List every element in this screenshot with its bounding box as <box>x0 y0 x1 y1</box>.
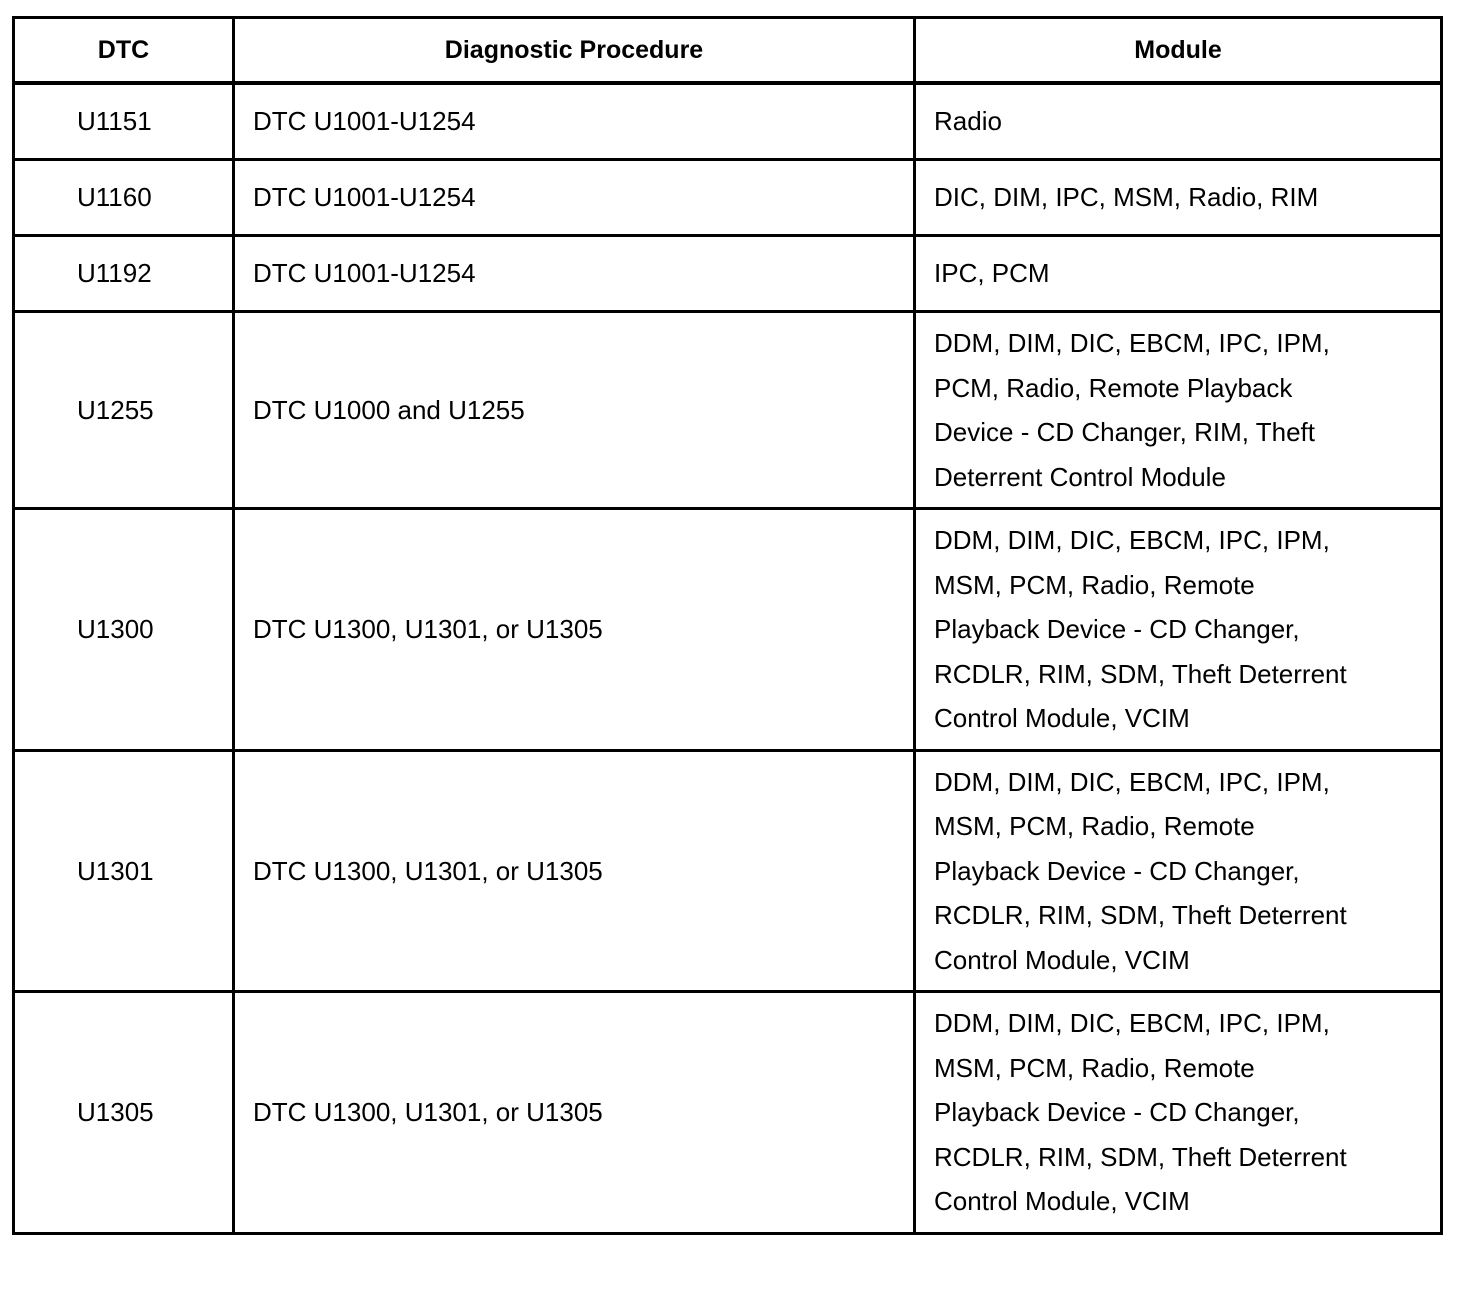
module-line: DDM, DIM, DIC, EBCM, IPC, IPM, <box>934 328 1330 358</box>
module-line: DDM, DIM, DIC, EBCM, IPC, IPM, <box>934 1008 1330 1038</box>
table-row <box>14 750 1442 992</box>
table-row <box>14 236 1442 312</box>
module-line: Playback Device - CD Changer, <box>934 614 1300 644</box>
procedure-cell: DTC U1300, U1301, or U1305 <box>234 509 915 751</box>
module-line: Device - CD Changer, RIM, Theft <box>934 417 1315 447</box>
dtc-code-cell: U1255 <box>14 312 234 509</box>
module-line: DDM, DIM, DIC, EBCM, IPC, IPM, <box>934 525 1330 555</box>
module-cell <box>915 992 1442 1234</box>
header-diagnostic-procedure: Diagnostic Procedure <box>234 18 915 84</box>
header-module: Module <box>915 18 1442 84</box>
module-line: MSM, PCM, Radio, Remote <box>934 569 1255 600</box>
module-cell <box>915 236 1442 312</box>
module-line: Control Module, VCIM <box>934 703 1190 733</box>
dtc-code-cell: U1300 <box>14 509 234 751</box>
procedure-cell: DTC U1001-U1254 <box>234 83 915 160</box>
module-line: Playback Device - CD Changer, <box>934 1097 1300 1127</box>
module-line: RCDLR, RIM, SDM, Theft Deterrent <box>934 1141 1347 1172</box>
dtc-code-cell: U1151 <box>14 83 234 160</box>
module-cell <box>915 509 1442 751</box>
module-cell <box>915 160 1442 236</box>
module-line: RCDLR, RIM, SDM, Theft Deterrent <box>934 658 1347 689</box>
table-row <box>14 312 1442 509</box>
module-cell <box>915 750 1442 992</box>
module-line: Deterrent Control Module <box>934 461 1226 492</box>
module-line: Control Module, VCIM <box>934 1186 1190 1216</box>
header-dtc: DTC <box>14 18 234 84</box>
dtc-code-cell: U1192 <box>14 236 234 312</box>
procedure-cell: DTC U1300, U1301, or U1305 <box>234 992 915 1234</box>
module-line: Radio <box>934 106 1002 137</box>
dtc-code-cell: U1160 <box>14 160 234 236</box>
table-row <box>14 509 1442 751</box>
module-line: RCDLR, RIM, SDM, Theft Deterrent <box>934 900 1347 930</box>
module-line: MSM, PCM, Radio, Remote <box>934 811 1255 841</box>
header-row <box>14 18 1442 84</box>
module-line: DIC, DIM, IPC, MSM, Radio, RIM <box>934 182 1319 213</box>
module-line: MSM, PCM, Radio, Remote <box>934 1052 1255 1083</box>
procedure-cell: DTC U1000 and U1255 <box>234 312 915 509</box>
table-row <box>14 992 1442 1234</box>
table-body <box>14 83 1442 1233</box>
module-line: PCM, Radio, Remote Playback <box>934 372 1293 403</box>
module-cell <box>915 312 1442 509</box>
table-row <box>14 160 1442 236</box>
dtc-code-cell: U1305 <box>14 992 234 1234</box>
procedure-cell: DTC U1300, U1301, or U1305 <box>234 750 915 992</box>
table-row <box>14 83 1442 160</box>
procedure-cell: DTC U1001-U1254 <box>234 236 915 312</box>
module-line: DDM, DIM, DIC, EBCM, IPC, IPM, <box>934 766 1330 797</box>
module-line: Control Module, VCIM <box>934 944 1190 975</box>
dtc-table <box>12 16 1443 1235</box>
module-line: Playback Device - CD Changer, <box>934 855 1300 886</box>
module-line: IPC, PCM <box>934 258 1050 289</box>
module-cell <box>915 83 1442 160</box>
dtc-code-cell: U1301 <box>14 750 234 992</box>
procedure-cell: DTC U1001-U1254 <box>234 160 915 236</box>
